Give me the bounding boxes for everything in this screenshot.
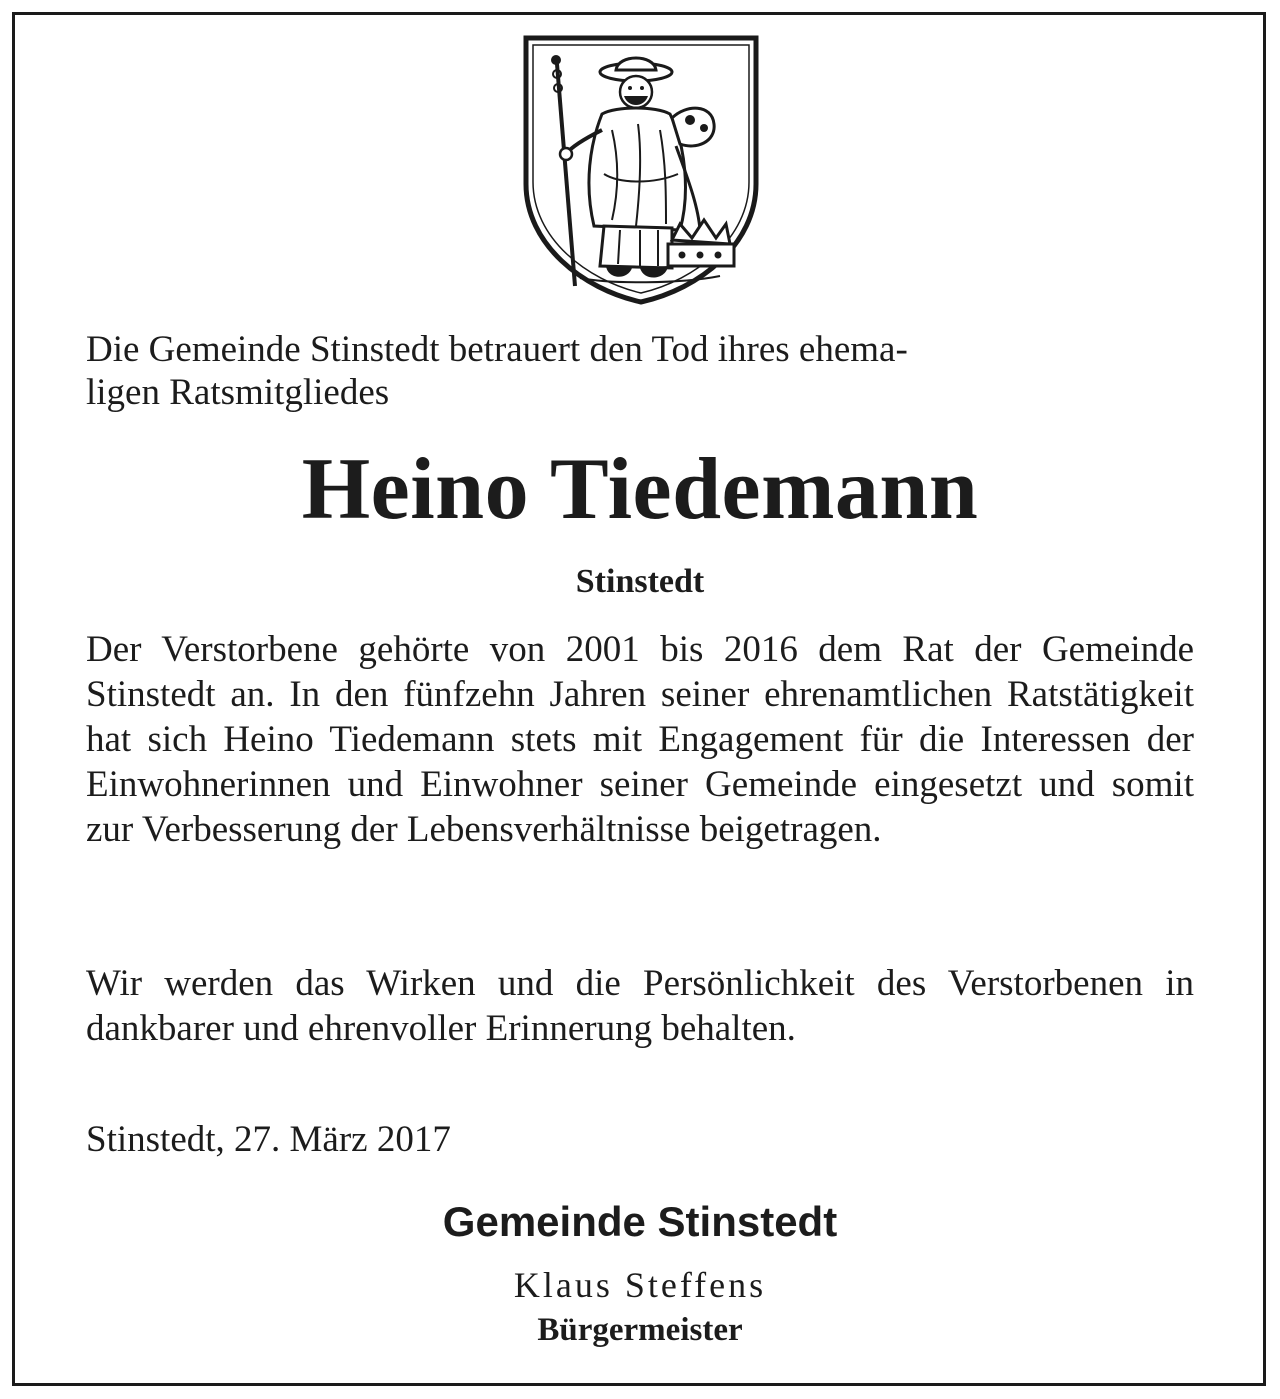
deceased-name: Heino Tiedemann <box>301 441 979 538</box>
intro-line-1: Die Gemeinde Stinstedt betrauert den Tod ihres ehema- <box>86 329 908 370</box>
organization-name: Gemeinde Stinstedt <box>442 1198 838 1245</box>
signer-role: Bürgermeister <box>537 1312 743 1348</box>
intro-line-2: ligen Ratsmitgliedes <box>86 372 390 413</box>
body-paragraph-1: Der Verstorbene gehörte von 2001 bis 2016 dem Rat der Gemeinde Stinstedt an. In den fünfzehn Jahren seiner ehrenamtlichen Ratstätigkeit hat sich Heino Tiedemann stets mit Engagement für die Interessen der Einwohnerinnen und Einwohner seiner Gemeinde eingesetzt und somit zur Verbesserung der Lebensverhältnisse beigetragen. <box>86 629 1194 850</box>
date-line: Stinstedt, 27. März 2017 <box>86 1119 451 1160</box>
body-paragraph-2: Wir werden das Wirken und die Persönlichkeit des Verstorbenen in dankbarer und ehrenvoller Erinnerung behalten. <box>86 963 1194 1049</box>
coat-of-arms-icon <box>520 34 762 306</box>
intro-text <box>86 328 1196 414</box>
deceased-place: Stinstedt <box>575 563 705 600</box>
signer-name: Klaus Steffens <box>513 1265 767 1305</box>
